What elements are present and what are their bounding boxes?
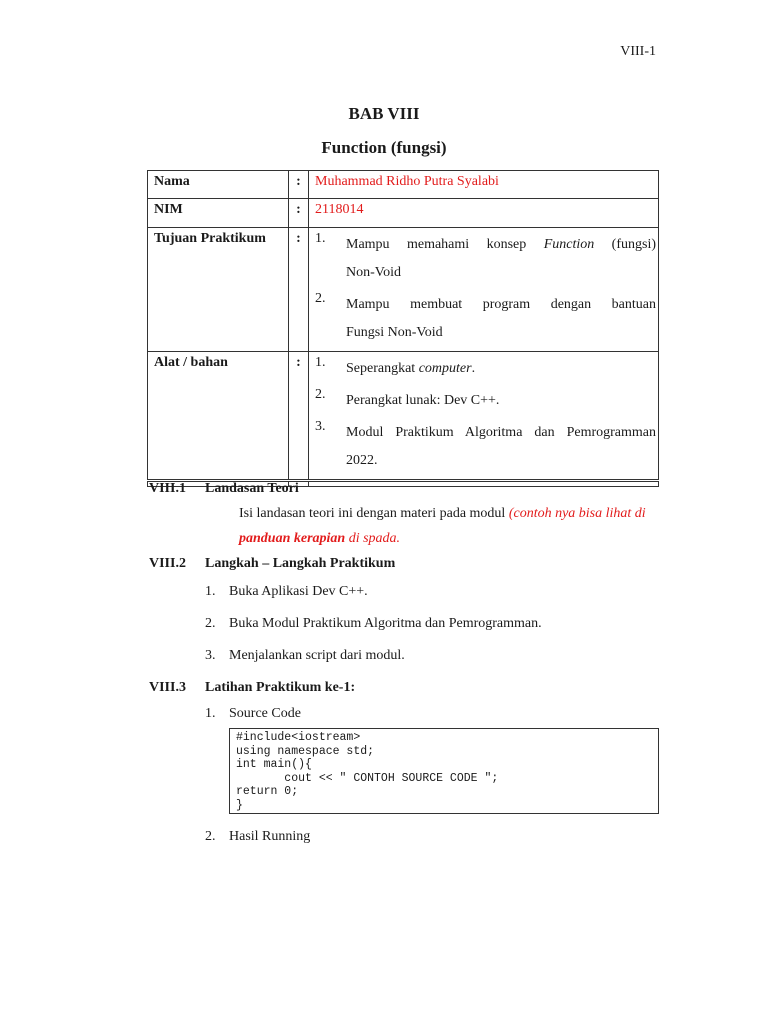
list-text: Menjalankan script dari modul. [229, 648, 405, 663]
list-number: 2. [315, 291, 326, 306]
nama-label: Nama [148, 171, 289, 199]
paragraph-note: di spada. [345, 531, 401, 546]
list-text [346, 291, 656, 347]
nama-value: Muhammad Ridho Putra Syalabi [309, 171, 659, 199]
list-number: 3. [205, 648, 216, 663]
list-number: 1. [315, 231, 326, 246]
list-text: Buka Modul Praktikum Algoritma dan Pemrogramman. [229, 616, 542, 631]
list-item [205, 616, 660, 648]
list-number: 3. [315, 419, 326, 434]
list-text-emphasis: Function [543, 237, 595, 252]
section-number: VIII.1 [149, 481, 186, 496]
list-text: Source Code [229, 706, 301, 721]
list-text: Perangkat lunak: Dev C++. [346, 393, 500, 408]
landasan-paragraph [205, 501, 660, 551]
hasil-running-label [205, 829, 310, 845]
list-number: 2. [205, 829, 216, 844]
tujuan-label: Tujuan Praktikum [148, 228, 289, 352]
list-number: 2. [205, 616, 216, 631]
colon: : [289, 199, 309, 228]
paragraph-part: Isi landasan teori ini dengan materi pada modul [239, 506, 509, 521]
identity-table [147, 170, 659, 487]
list-text-part: (fungsi) [594, 237, 656, 252]
paragraph-note-bold: panduan kerapian [239, 531, 346, 546]
section-heading-landasan [149, 481, 299, 497]
source-code-label [205, 706, 301, 722]
list-line: Non-Void [346, 265, 401, 280]
list-number: 2. [315, 387, 326, 402]
list-text: Modul Praktikum Algoritma dan Pemrogramman 2022. [346, 425, 656, 468]
section-heading-langkah [149, 556, 395, 572]
list-item [315, 387, 656, 415]
alat-label: Alat / bahan [148, 352, 289, 481]
list-text-emphasis: computer [418, 361, 472, 376]
list-text [346, 231, 656, 287]
colon: : [289, 352, 309, 481]
list-number: 1. [205, 706, 216, 721]
list-item [205, 584, 660, 616]
section-heading-latihan [149, 680, 355, 696]
section-number: VIII.2 [149, 556, 186, 571]
nim-label: NIM [148, 199, 289, 228]
table-row [148, 352, 659, 481]
list-number: 1. [205, 584, 216, 599]
table-row [148, 228, 659, 352]
list-text: Hasil Running [229, 829, 311, 844]
list-item [315, 291, 656, 347]
list-number: 1. [315, 355, 326, 370]
section-title: Latihan Praktikum ke-1: [205, 680, 356, 695]
section-number: VIII.3 [149, 680, 186, 695]
source-code-block: #include<iostream> using namespace std; int main(){ cout << " CONTOH SOURCE CODE "; return 0; } [229, 728, 659, 814]
section-title: Langkah – Langkah Praktikum [205, 556, 396, 571]
list-text-part: . [471, 361, 476, 376]
list-line: Mampu membuat program dengan bantuan [346, 297, 656, 312]
tujuan-cell [309, 228, 659, 352]
table-row [148, 171, 659, 199]
colon: : [289, 228, 309, 352]
colon: : [289, 171, 309, 199]
list-line [346, 231, 656, 259]
list-item [205, 648, 660, 680]
paragraph-note: (contoh nya bisa lihat di [508, 506, 646, 521]
page-number: VIII-1 [620, 44, 656, 59]
list-text [346, 355, 656, 383]
chapter-title: Function (fungsi) [321, 138, 447, 157]
nim-value: 2118014 [309, 199, 659, 228]
section-title: Landasan Teori [205, 481, 299, 496]
paragraph-text [205, 501, 660, 551]
table-row [148, 199, 659, 228]
tujuan-list [315, 231, 656, 347]
list-text-part: Mampu memahami konsep [346, 237, 544, 252]
list-text: Buka Aplikasi Dev C++. [229, 584, 368, 599]
list-item [315, 231, 656, 287]
list-item [315, 355, 656, 383]
list-line: Fungsi Non-Void [346, 325, 443, 340]
list-item [315, 419, 656, 475]
chapter-heading: BAB VIII [348, 104, 420, 123]
table-cell [309, 481, 659, 487]
alat-cell [309, 352, 659, 481]
alat-list [315, 355, 656, 475]
list-text-part: Seperangkat [346, 361, 419, 376]
langkah-list [205, 584, 660, 680]
